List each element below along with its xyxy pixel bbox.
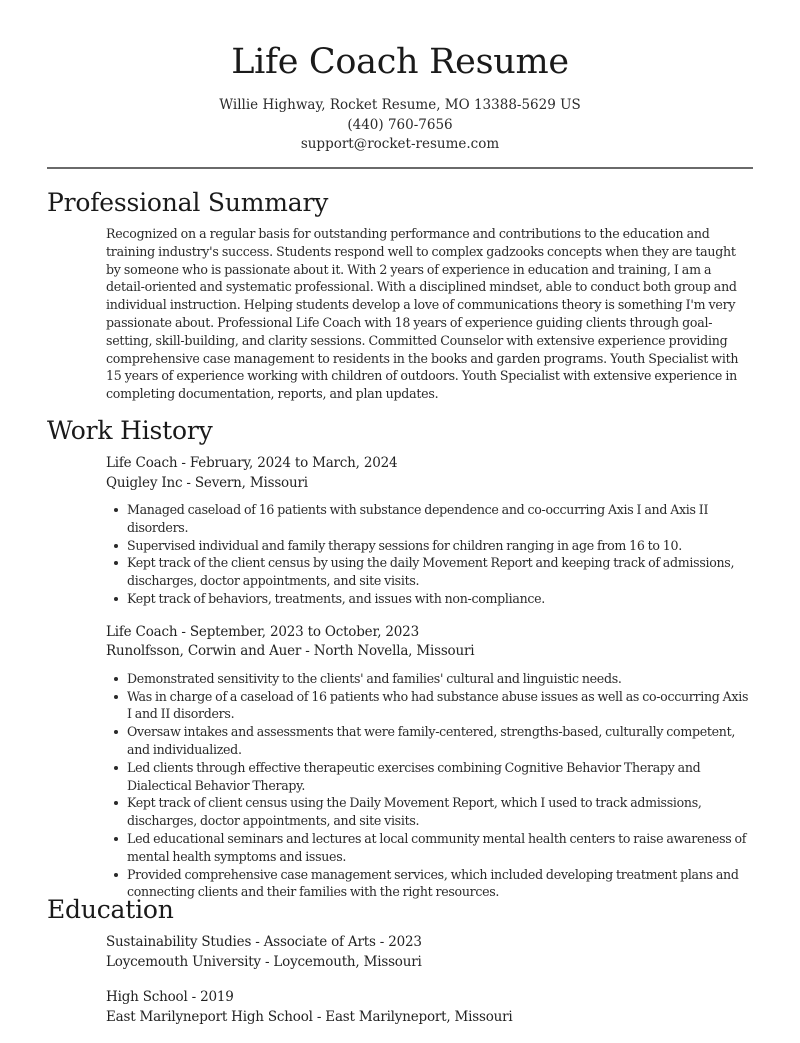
- section-heading-summary: Professional Summary: [47, 188, 329, 217]
- education-body: [106, 933, 753, 1027]
- education-entry: [106, 988, 753, 1027]
- resume-title: Life Coach Resume: [231, 42, 569, 82]
- resume-header: [0, 0, 800, 155]
- job-title-line: Life Coach - February, 2024 to March, 2024: [106, 455, 398, 471]
- job-bullet: Kept track of client census using the Daily Movement Report, which I used to track admissions, discharges, doctor appointments, and site visits.: [127, 794, 753, 830]
- job-company-line: Quigley Inc - Severn, Missouri: [106, 474, 308, 491]
- summary-body: [106, 225, 753, 403]
- section-education: [47, 894, 753, 1043]
- education-school-line: Loycemouth University - Loycemouth, Missouri: [106, 953, 422, 970]
- job-title-line: Life Coach - September, 2023 to October, 2023: [106, 623, 419, 640]
- job-bullet: Was in charge of a caseload of 16 patients who had substance abuse issues as well as co-occurring Axis I and II disorders.: [127, 688, 753, 724]
- section-work-history: [47, 415, 753, 901]
- education-entry: [106, 933, 753, 972]
- job-bullet: Demonstrated sensitivity to the clients' and families' cultural and linguistic needs.: [127, 670, 753, 688]
- job-bullet: Led clients through effective therapeutic exercises combining Cognitive Behavior Therapy and Dialectical Behavior Therapy.: [127, 759, 753, 795]
- job-bullet: Oversaw intakes and assessments that were family-centered, strengths-based, culturally competent, and individualized.: [127, 723, 753, 759]
- job-bullets: [106, 670, 753, 901]
- address: Willie Highway, Rocket Resume, MO 13388-5629 US: [219, 97, 581, 113]
- contact-info: [0, 96, 800, 155]
- job-entry: [106, 623, 753, 901]
- job-bullet: Kept track of the client census by using the daily Movement Report and keeping track of admissions, discharges, doctor appointments, and site visits.: [127, 554, 753, 590]
- section-heading-work: Work History: [47, 416, 213, 445]
- job-company-line: Runolfsson, Corwin and Auer - North Novella, Missouri: [106, 643, 475, 660]
- job-entry: [106, 454, 753, 608]
- email: support@rocket-resume.com: [300, 136, 500, 152]
- section-professional-summary: [47, 187, 753, 403]
- work-body: [106, 454, 753, 901]
- education-school-line: East Marilyneport High School - East Marilyneport, Missouri: [106, 1008, 513, 1025]
- job-bullet: Provided comprehensive case management services, which included developing treatment plans and connecting clients and their families with the right resources.: [127, 866, 753, 902]
- education-degree-line: Sustainability Studies - Associate of Arts - 2023: [106, 934, 422, 950]
- phone: (440) 760-7656: [347, 116, 453, 133]
- education-degree-line: High School - 2019: [106, 989, 234, 1005]
- section-heading-education: Education: [47, 895, 174, 924]
- job-bullet: Led educational seminars and lectures at local community mental health centers to raise awareness of mental health symptoms and issues.: [127, 830, 753, 866]
- header-divider: [47, 167, 753, 169]
- summary-text: Recognized on a regular basis for outstanding performance and contributions to the education and training industry's success. Students respond well to complex gadzooks concepts when they are taught by someone who is passionate about it. With 2 years of experience in education and training, I am a detail-oriented and systematic professional. With a disciplined mindset, able to conduct both group and individual instruction. Helping students develop a love of communications theory is something I'm very passionate about. Professional Life Coach with 18 years of experience guiding clients through goal-setting, skill-building, and clarity sessions. Committed Counselor with extensive experience providing comprehensive case management to residents in the books and garden programs. Youth Specialist with 15 years of experience working with children of outdoors. Youth Specialist with extensive experience in completing documentation, reports, and plan updates.: [106, 226, 739, 402]
- job-bullet: Managed caseload of 16 patients with substance dependence and co-occurring Axis I and Axis II disorders.: [127, 501, 753, 537]
- job-bullets: [106, 501, 753, 608]
- job-bullet: Supervised individual and family therapy sessions for children ranging in age from 16 to 10.: [127, 537, 753, 555]
- job-bullet: Kept track of behaviors, treatments, and issues with non-compliance.: [127, 590, 753, 608]
